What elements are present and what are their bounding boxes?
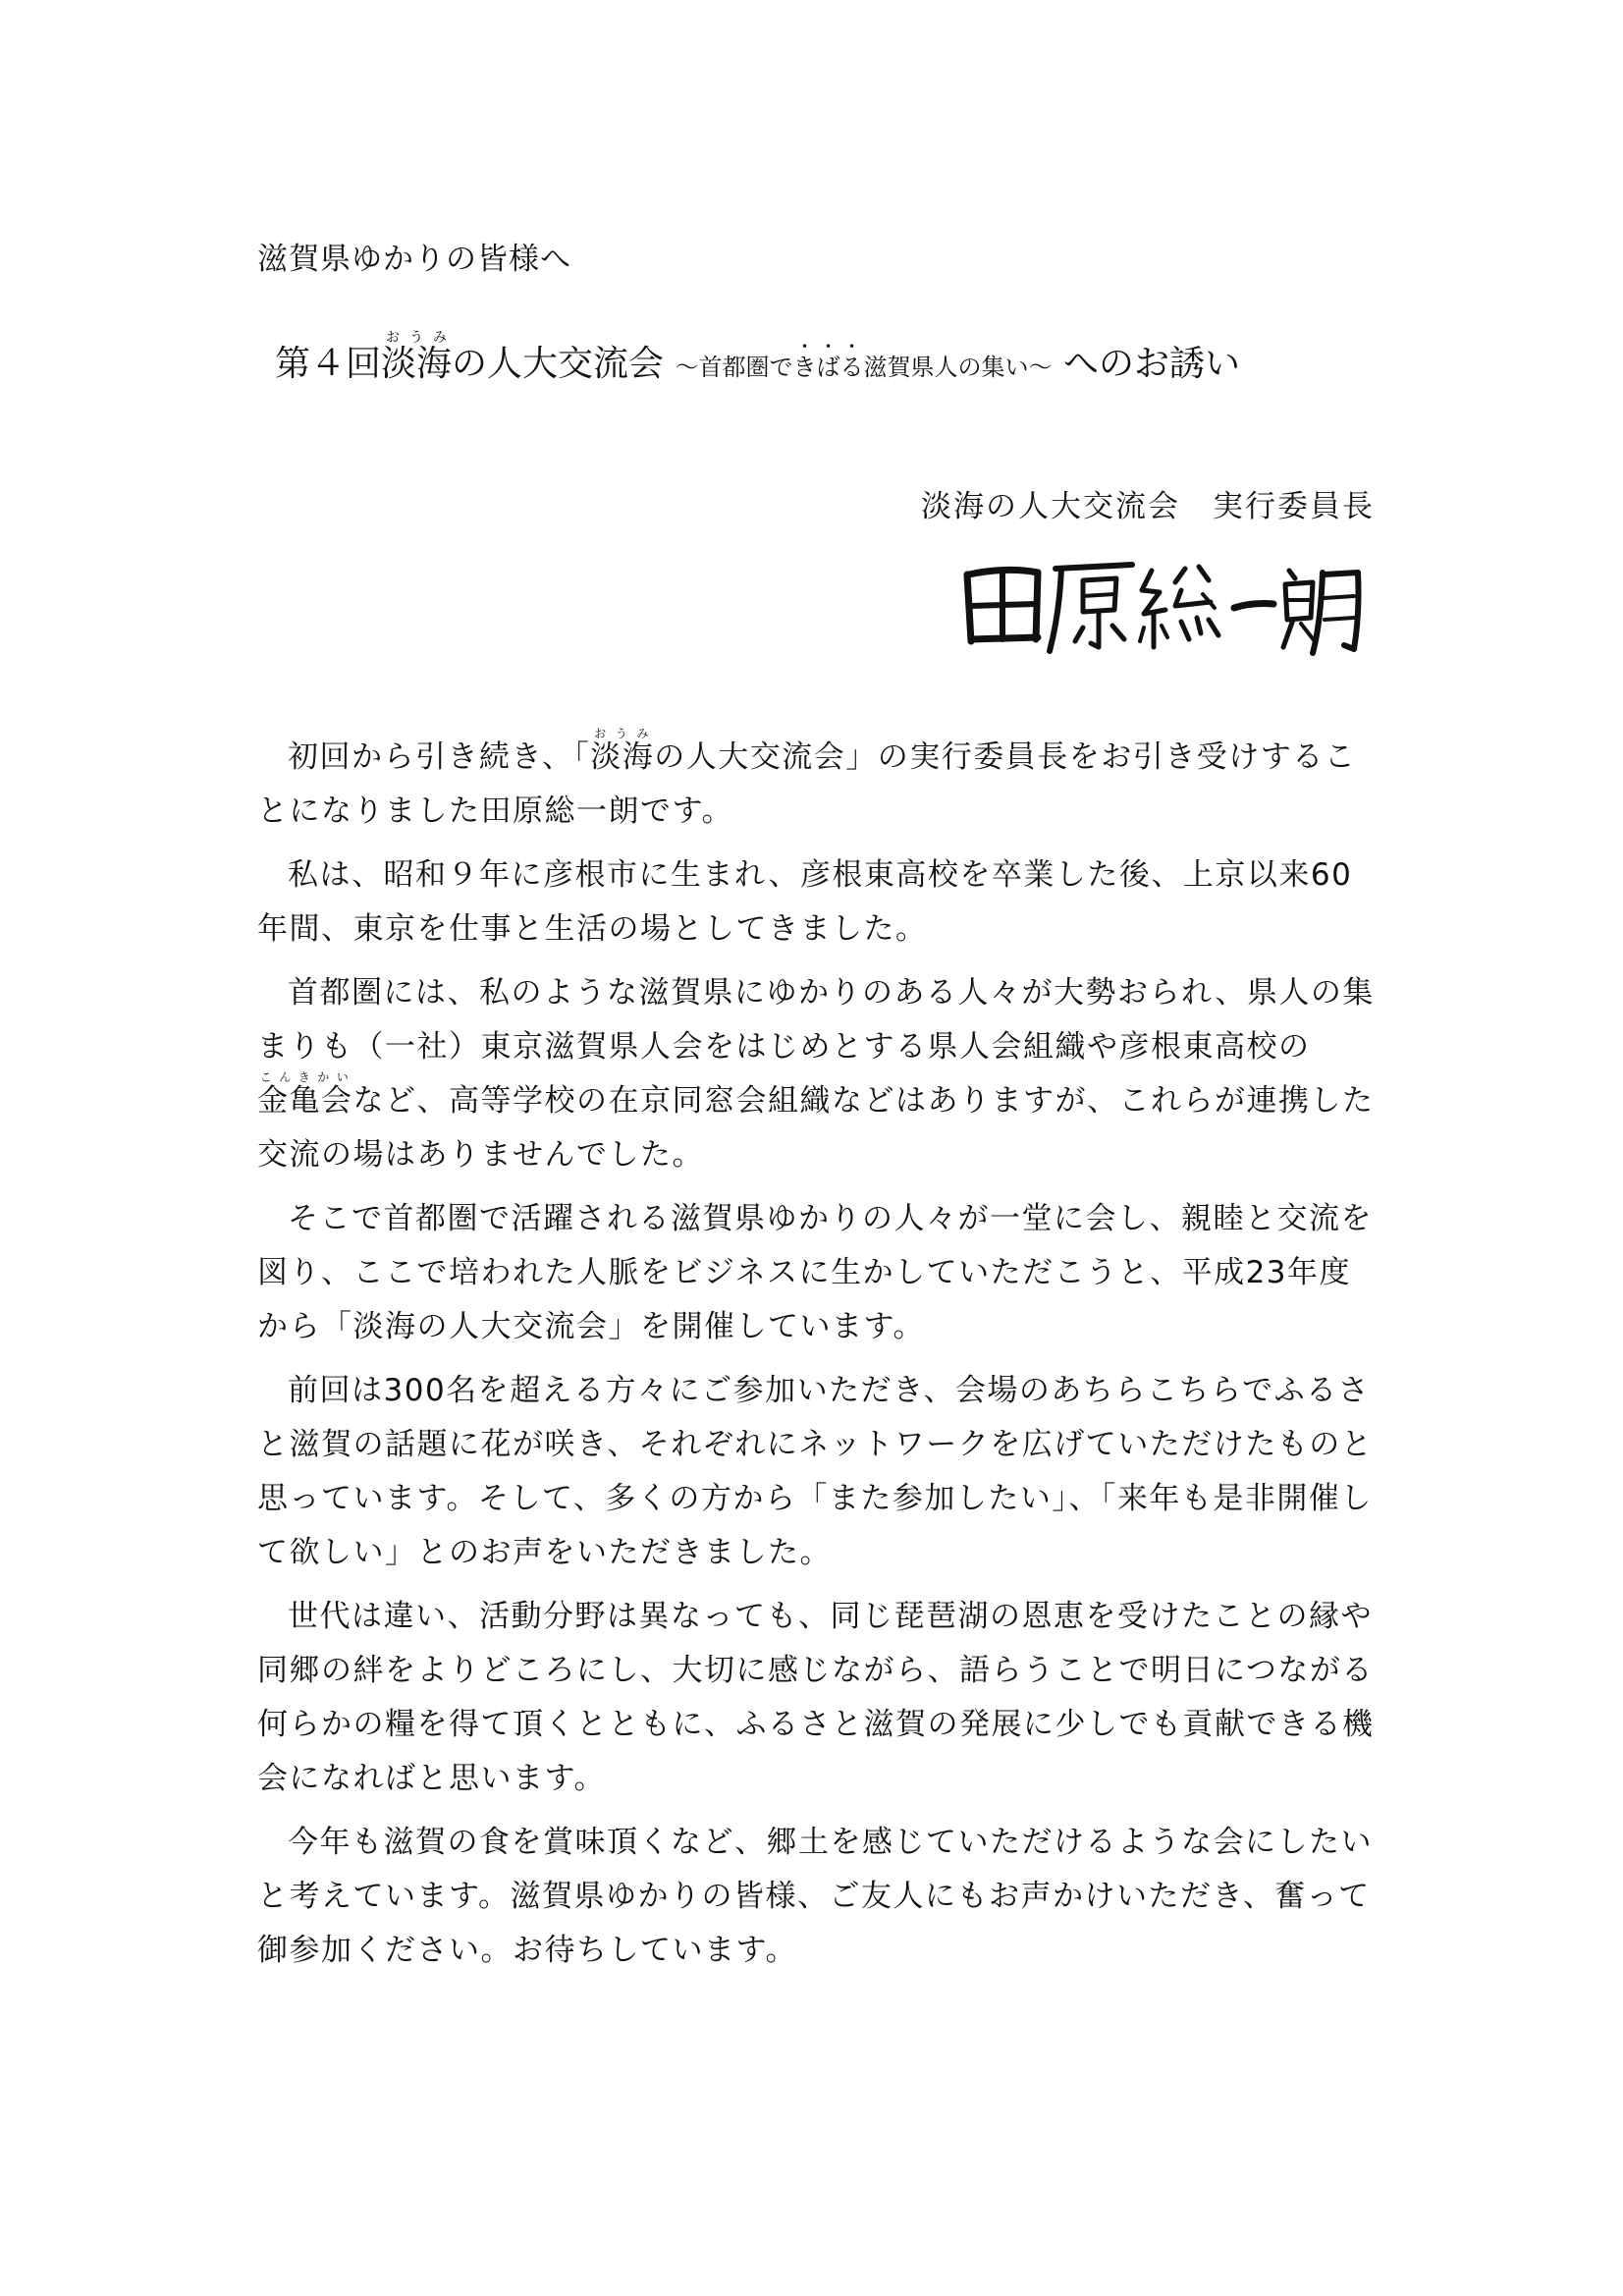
subtitle-pre: ～首都圏で [675, 354, 793, 381]
paragraph-3 [257, 966, 1377, 1182]
subtitle-emphasis: きばる [792, 354, 864, 381]
p1-ruby-base: 淡海 [590, 739, 655, 775]
handwritten-signature [957, 545, 1370, 663]
paragraph-6: 世代は違い、活動分野は異なっても、同じ琵琶湖の恩恵を受けたことの縁や同郷の絆をよりどころにし、大切に感じながら、語らうことで明日につながる何らかの糧を得て頂くとともに、ふるさと滋賀の発展に少しでも貢献できる機会になればと思います。 [257, 1599, 1375, 1796]
paragraph-1 [257, 727, 1377, 839]
title-ruby-base: 淡海 [381, 344, 453, 384]
committee-title: 淡海の人大交流会 実行委員長 [921, 489, 1375, 524]
letter-body [257, 727, 1377, 1988]
p3-ruby [257, 1070, 353, 1119]
p1-ruby-reading: おうみ [590, 727, 655, 740]
title-ruby [381, 330, 453, 384]
paragraph-2: 私は、昭和９年に彦根市に生まれ、彦根東高校を卒業した後、上京以来60 年間、東京を仕事と生活の場としてきました。 [257, 857, 1353, 947]
p3-ruby-reading: こんきかい [257, 1070, 353, 1084]
title-main: の人大交流会 [452, 344, 665, 384]
p1-pre: 初回から引き続き、「 [288, 739, 591, 775]
salutation: 滋賀県ゆかりの皆様へ [257, 242, 571, 277]
title-ruby-reading: おうみ [381, 330, 453, 346]
subtitle-post: 滋賀県人の集い～ [863, 354, 1053, 381]
p1-ruby [590, 727, 655, 775]
p3-pre: 首都圏には、私のような滋賀県にゆかりのある人々が大勢おられ、県人の集まりも（一社）東京滋賀県人会をはじめとする県人会組織や彦根東高校の [257, 975, 1375, 1065]
title-subtitle [676, 354, 1053, 381]
p1-post: の人大交流会」の実行委員長をお引き受けすることになりました田原総一朗です。 [257, 739, 1357, 829]
paragraph-4: そこで首都圏で活躍される滋賀県ゆかりの人々が一堂に会し、親睦と交流を図り、ここで培われた人脈をビジネスに生かしていただこうと、平成23年度から「淡海の人大交流会」を開催しています。 [257, 1201, 1373, 1344]
title-suffix: へのお誘い [1062, 344, 1240, 384]
p3-post: など、高等学校の在京同窓会組織などはありますが、これらが連携した交流の場はありませんでした。 [257, 1083, 1375, 1173]
invitation-title [275, 330, 1240, 386]
paragraph-7: 今年も滋賀の食を賞味頂くなど、郷土を感じていただけるような会にしたいと考えています。滋賀県ゆかりの皆様、ご友人にもお声かけいただき、奮って御参加ください。お待ちしています。 [257, 1825, 1373, 1968]
paragraph-5: 前回は300名を超える方々にご参加いただき、会場のあちらこちらでふるさと滋賀の話題に花が咲き、それぞれにネットワークを広げていただけたものと思っています。そして、多くの方から「また参加したい」、「来年も是非開催して欲しい」とのお声をいただきました。 [257, 1373, 1374, 1570]
p3-ruby-base: 金亀会 [257, 1083, 353, 1119]
title-prefix: 第４回 [275, 344, 382, 384]
